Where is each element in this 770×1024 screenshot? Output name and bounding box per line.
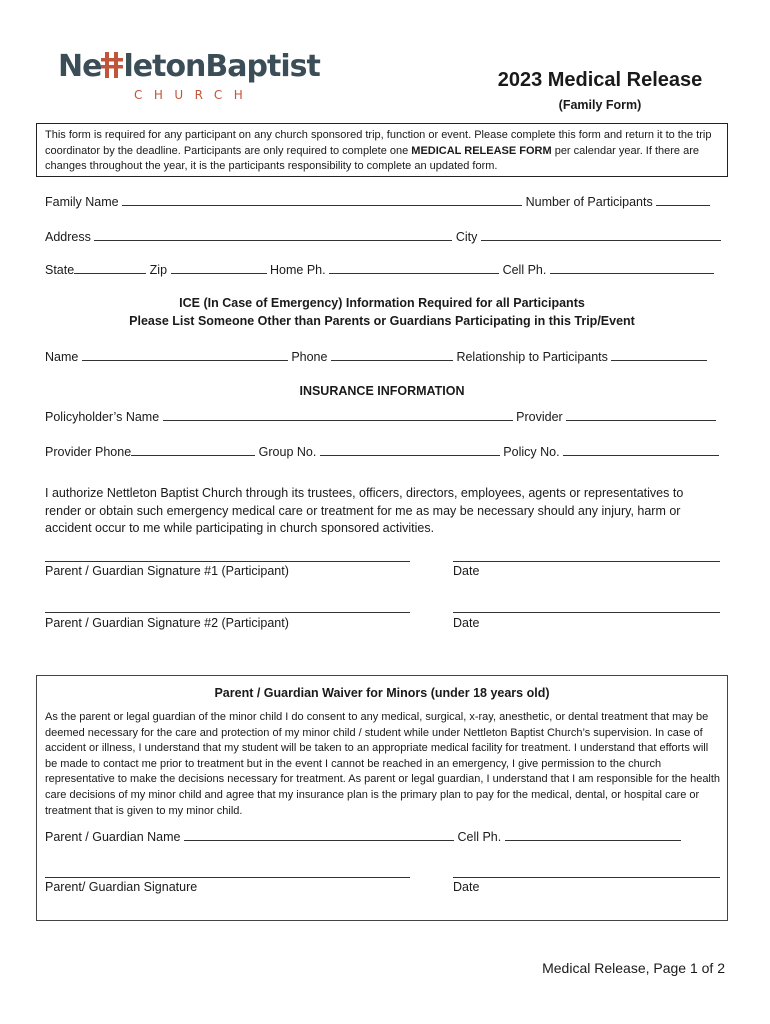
policy-no-label: Policy No. [503, 445, 560, 459]
zip-label: Zip [149, 263, 168, 277]
signature-1-date-label: Date [453, 564, 480, 578]
state-label: State [45, 263, 75, 277]
group-no-field[interactable] [320, 444, 500, 456]
ice-row [45, 349, 707, 365]
signature-2-label: Parent / Guardian Signature #2 (Participant) [45, 616, 289, 630]
ice-name-field[interactable] [82, 349, 288, 361]
participants-label: Number of Participants [525, 195, 653, 209]
intro-text-bold: MEDICAL RELEASE FORM [411, 144, 552, 157]
family-name-label: Family Name [45, 195, 119, 209]
authorization-text: I authorize Nettleton Baptist Church through its trustees, officers, directors, employees, agents or representatives to render or obtain such emergency medical care or treatment for me as may be necessary should any injury, harm or accident occur to me while participating in church sponsored activities. [45, 486, 684, 535]
guardian-cell-label: Cell Ph. [457, 830, 502, 844]
intro-notice [36, 123, 728, 177]
provider-phone-field[interactable] [131, 444, 255, 456]
guardian-date-label: Date [453, 880, 480, 894]
address-field[interactable] [94, 229, 452, 241]
provider-label: Provider [516, 410, 563, 424]
ice-heading: ICE (In Case of Emergency) Information Required for all Participants [179, 296, 585, 310]
provider-field[interactable] [566, 409, 716, 421]
policyholder-row [45, 409, 716, 425]
signature-1-date-line[interactable] [453, 560, 720, 562]
guardian-signature-line[interactable] [45, 876, 410, 878]
provider-phone-row [45, 444, 719, 460]
waiver-text: As the parent or legal guardian of the minor child I do consent to any medical, surgical, x-ray, anesthetic, or dental treatment that may be deemed necessary for the care and protection of my minor child / student while under Nettleton Baptist Church’s supervision. In case of accident or illness, I understand that my student will be taken to an appropriate medical facility for treatment. I understand that efforts will be made to contact me prior to treatment but in the event I cannot be reached in an emergency, I give permission to the church representative to make the decisions necessary for treatment. As parent or legal guardian, I understand that I am responsible for the health care decisions of my minor child and agree that my insurance plan is the primary plan to pay for the medical, dental, or hospital care or treatment that is given to my minor child. [45, 711, 721, 817]
signature-2-date-line[interactable] [453, 611, 720, 613]
family-name-field[interactable] [122, 194, 522, 206]
form-title: 2023 Medical Release [497, 69, 703, 91]
intro-text-2: per calendar year. If there are changes throughout the year, it is the participants responsibility to complete an updated form. [45, 144, 700, 172]
cell-phone-field[interactable] [550, 262, 714, 274]
group-no-label: Group No. [258, 445, 317, 459]
city-field[interactable] [481, 229, 721, 241]
guardian-name-row [45, 829, 681, 845]
guardian-cell-field[interactable] [505, 829, 681, 841]
page-footer: Medical Release, Page 1 of 2 [542, 960, 725, 976]
policy-no-field[interactable] [563, 444, 719, 456]
address-row [45, 229, 721, 245]
signature-2-line[interactable] [45, 611, 410, 613]
state-row [45, 262, 714, 278]
zip-field[interactable] [171, 262, 267, 274]
ice-relationship-label: Relationship to Participants [456, 350, 608, 364]
city-label: City [455, 230, 478, 244]
logo-church-text: CHURCH [134, 88, 255, 102]
logo-cross-icon [101, 50, 123, 80]
address-label: Address [45, 230, 91, 244]
state-field[interactable] [74, 262, 146, 274]
signature-2-date-label: Date [453, 616, 480, 630]
insurance-heading: INSURANCE INFORMATION [299, 384, 465, 398]
intro-text-1: This form is required for any participant on any church sponsored trip, function or event. Please complete this form and return it to the trip coordinator by the deadline. Participants are only required to complete one [45, 129, 712, 157]
ice-phone-field[interactable] [331, 349, 453, 361]
form-subtitle: (Family Form) [558, 98, 642, 112]
guardian-name-label: Parent / Guardian Name [45, 830, 181, 844]
home-phone-field[interactable] [329, 262, 499, 274]
header [470, 68, 730, 112]
ice-subheading: Please List Someone Other than Parents or Guardians Participating in this Trip/Event [129, 314, 635, 328]
cell-phone-label: Cell Ph. [502, 263, 547, 277]
family-name-row [45, 194, 710, 210]
home-phone-label: Home Ph. [270, 263, 326, 277]
logo-text-part2: leton [123, 49, 206, 84]
signature-1-label: Parent / Guardian Signature #1 (Participant) [45, 564, 289, 578]
ice-phone-label: Phone [291, 350, 328, 364]
provider-phone-label: Provider Phone [45, 445, 132, 459]
policyholder-label: Policyholder’s Name [45, 410, 160, 424]
guardian-name-field[interactable] [184, 829, 454, 841]
ice-relationship-field[interactable] [611, 349, 707, 361]
guardian-signature-label: Parent/ Guardian Signature [45, 880, 198, 894]
participants-field[interactable] [656, 194, 710, 206]
ice-name-label: Name [45, 350, 79, 364]
logo-text-part1: Ne [58, 49, 102, 84]
policyholder-field[interactable] [163, 409, 513, 421]
guardian-date-line[interactable] [453, 876, 720, 878]
logo-wordmark [58, 50, 323, 84]
church-logo [58, 50, 323, 110]
logo-text-part3: Baptist [205, 49, 320, 84]
waiver-heading: Parent / Guardian Waiver for Minors (under 18 years old) [214, 686, 550, 700]
signature-1-line[interactable] [45, 560, 410, 562]
